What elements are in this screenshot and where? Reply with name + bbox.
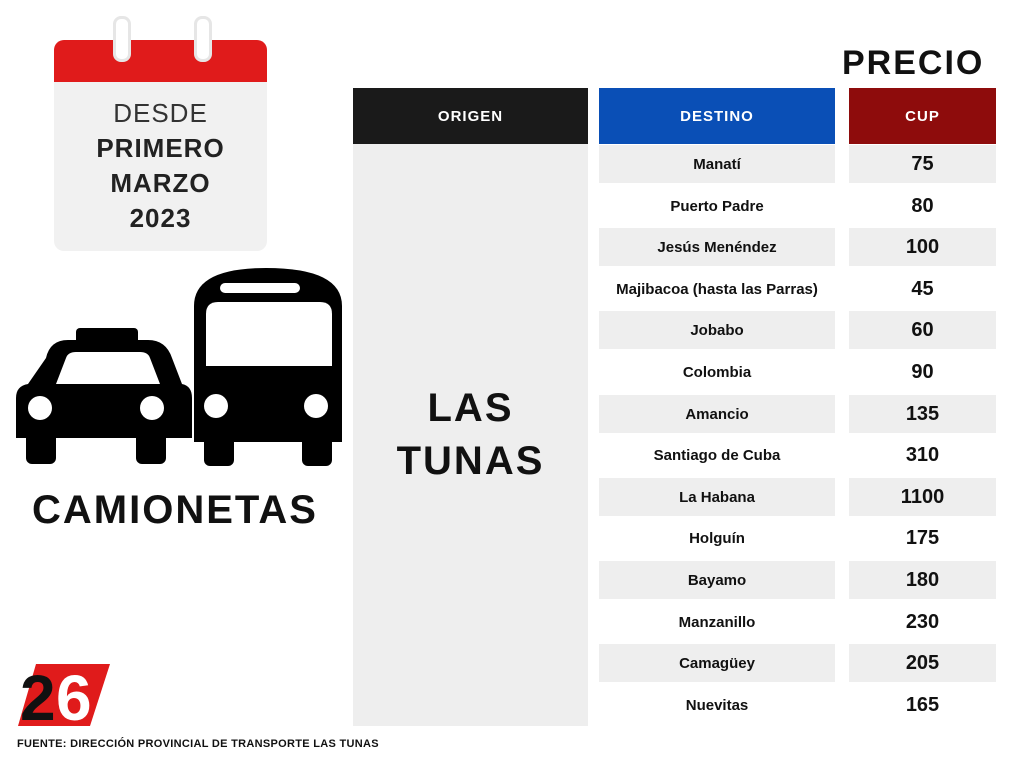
- calendar-line-desde: DESDE: [113, 98, 208, 128]
- channel-26-logo-icon: [18, 664, 110, 726]
- destination-cell: Jesús Menéndez: [599, 228, 835, 266]
- destination-header: DESTINO: [599, 88, 835, 144]
- svg-text:6: 6: [56, 664, 86, 726]
- price-cell: 310: [905, 443, 940, 466]
- origin-cell: [353, 144, 588, 726]
- price-cell: 80: [911, 194, 934, 217]
- source-credit: FUENTE: DIRECCIÓN PROVINCIAL DE TRANSPORTE LAS TUNAS: [17, 738, 379, 750]
- category-label: CAMIONETAS: [32, 488, 318, 532]
- price-cell: 230: [905, 610, 940, 633]
- calendar-line-day: PRIMERO: [96, 133, 225, 163]
- price-cell: 45: [911, 277, 934, 300]
- price-header: CUP: [849, 88, 996, 144]
- destination-cell: Bayamo: [599, 561, 835, 599]
- destination-cell: Manzanillo: [678, 613, 756, 631]
- vehicles-illustration: [16, 266, 346, 466]
- destination-cell: Nuevitas: [685, 696, 749, 714]
- taxi-icon: [16, 328, 192, 464]
- destination-cell: Camagüey: [599, 644, 835, 682]
- destination-cell: Santiago de Cuba: [653, 446, 781, 464]
- price-cell: 1100: [849, 478, 996, 516]
- destination-cell: Majibacoa (hasta las Parras): [616, 280, 818, 298]
- destination-cell: Puerto Padre: [670, 197, 764, 215]
- destination-cell: Manatí: [599, 145, 835, 183]
- destination-cell: Colombia: [682, 363, 752, 381]
- destination-cell: Jobabo: [599, 311, 835, 349]
- calendar-line-month: MARZO: [110, 168, 211, 198]
- price-cell: 90: [911, 360, 934, 383]
- price-cell: 175: [905, 526, 940, 549]
- calendar-date: [54, 96, 267, 236]
- price-cell: 165: [905, 693, 940, 716]
- price-cell: 135: [849, 395, 996, 433]
- price-cell: 75: [849, 145, 996, 183]
- price-cell: 180: [849, 561, 996, 599]
- destination-cell: La Habana: [599, 478, 835, 516]
- bus-icon: [194, 268, 342, 466]
- destination-cell: Holguín: [689, 529, 745, 547]
- price-cell: 100: [849, 228, 996, 266]
- calendar-ring-left: [113, 16, 131, 62]
- origin-header: ORIGEN: [353, 88, 588, 144]
- price-cell: 60: [849, 311, 996, 349]
- price-section-label: PRECIO: [842, 44, 985, 82]
- price-cell: 205: [849, 644, 996, 682]
- calendar-header-bar: [54, 40, 267, 82]
- calendar-card: [54, 40, 267, 251]
- destination-cell: Amancio: [599, 395, 835, 433]
- calendar-line-year: 2023: [129, 203, 192, 233]
- svg-text:2: 2: [20, 664, 50, 726]
- calendar-ring-right: [194, 16, 212, 62]
- origin-name: LAS TUNAS: [396, 386, 545, 483]
